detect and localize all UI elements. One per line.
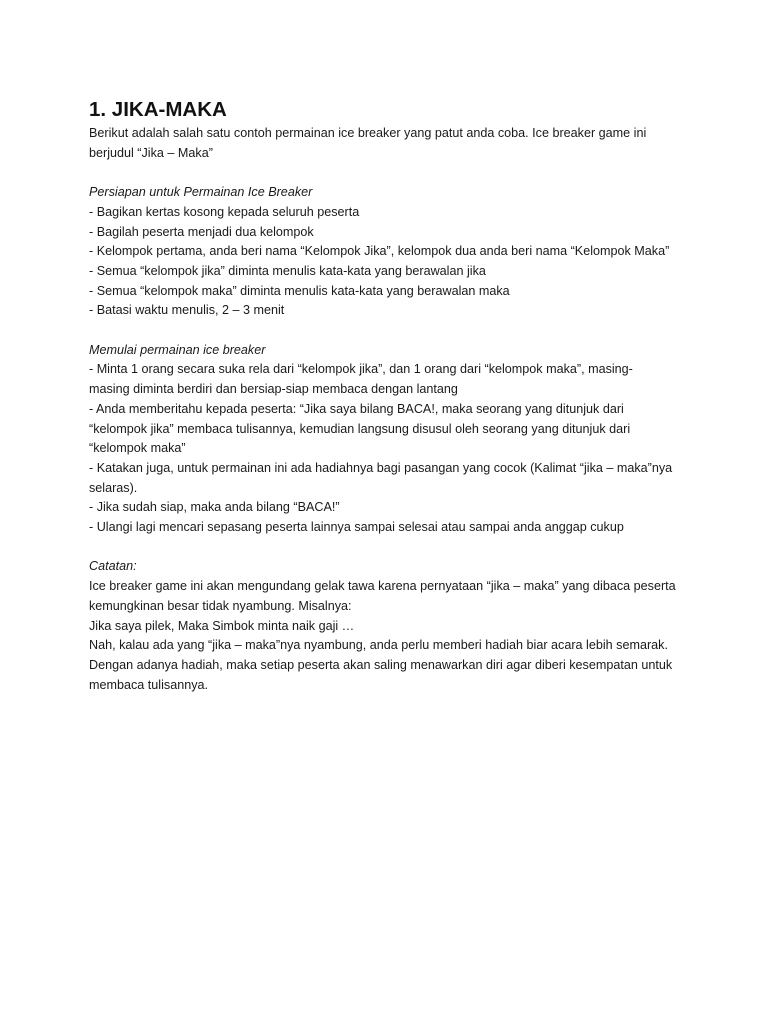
intro-line: Berikut adalah salah satu contoh permainan ice breaker yang patut anda coba. Ice breaker game ini xyxy=(89,126,647,140)
section-heading-memulai: Memulai permainan ice breaker xyxy=(89,342,266,357)
spacer xyxy=(89,321,699,341)
list-item: “kelompok maka” xyxy=(89,441,186,456)
list-item: kemungkinan besar tidak nyambung. Misalnya: xyxy=(89,598,352,613)
list-item: Dengan adanya hadiah, maka setiap peserta akan saling menawarkan diri agar diberi kesempatan untuk xyxy=(89,657,673,672)
start-game-list xyxy=(89,360,699,537)
document-body xyxy=(89,96,699,695)
list-item: - Semua “kelompok jika” diminta menulis kata-kata yang berawalan jika xyxy=(89,263,486,278)
intro-line: berjudul “Jika – Maka” xyxy=(89,145,213,160)
list-item: - Semua “kelompok maka” diminta menulis kata-kata yang berawalan maka xyxy=(89,283,510,298)
preparation-list xyxy=(89,203,699,321)
intro-paragraph xyxy=(89,124,699,163)
spacer xyxy=(89,538,699,558)
list-item: membaca tulisannya. xyxy=(89,677,209,692)
list-item: “kelompok jika” membaca tulisannya, kemudian langsung disusul oleh seorang yang ditunjuk dari xyxy=(89,421,631,436)
section-heading-persiapan: Persiapan untuk Permainan Ice Breaker xyxy=(89,185,313,200)
list-item: - Katakan juga, untuk permainan ini ada hadiahnya bagi pasangan yang cocok (Kalimat “jika – maka”nya xyxy=(89,460,673,475)
list-item: - Bagikan kertas kosong kepada seluruh peserta xyxy=(89,204,360,219)
notes-list xyxy=(89,577,699,695)
list-item: - Ulangi lagi mencari sepasang peserta lainnya sampai selesai atau sampai anda anggap cukup xyxy=(89,520,624,535)
list-item: masing diminta berdiri dan bersiap-siap membaca dengan lantang xyxy=(89,382,458,397)
page-title: 1. JIKA-MAKA xyxy=(89,98,227,121)
list-item: Nah, kalau ada yang “jika – maka”nya nyambung, anda perlu memberi hadiah biar acara lebih semarak. xyxy=(89,638,668,653)
spacer xyxy=(89,163,699,183)
list-item: - Batasi waktu menulis, 2 – 3 menit xyxy=(89,303,285,318)
list-item: - Minta 1 orang secara suka rela dari “kelompok jika”, dan 1 orang dari “kelompok maka”, masing- xyxy=(89,362,633,377)
list-item: selaras). xyxy=(89,480,138,495)
list-item: - Jika sudah siap, maka anda bilang “BACA!” xyxy=(89,500,340,515)
list-item: Jika saya pilek, Maka Simbok minta naik gaji … xyxy=(89,618,355,633)
list-item: - Kelompok pertama, anda beri nama “Kelompok Jika”, kelompok dua anda beri nama “Kelompok Maka” xyxy=(89,244,670,259)
list-item: - Bagilah peserta menjadi dua kelompok xyxy=(89,224,314,239)
list-item: Ice breaker game ini akan mengundang gelak tawa karena pernyataan “jika – maka” yang dibaca peserta xyxy=(89,579,676,594)
list-item: - Anda memberitahu kepada peserta: “Jika saya bilang BACA!, maka seorang yang ditunjuk dari xyxy=(89,401,624,416)
section-heading-catatan: Catatan: xyxy=(89,559,137,574)
